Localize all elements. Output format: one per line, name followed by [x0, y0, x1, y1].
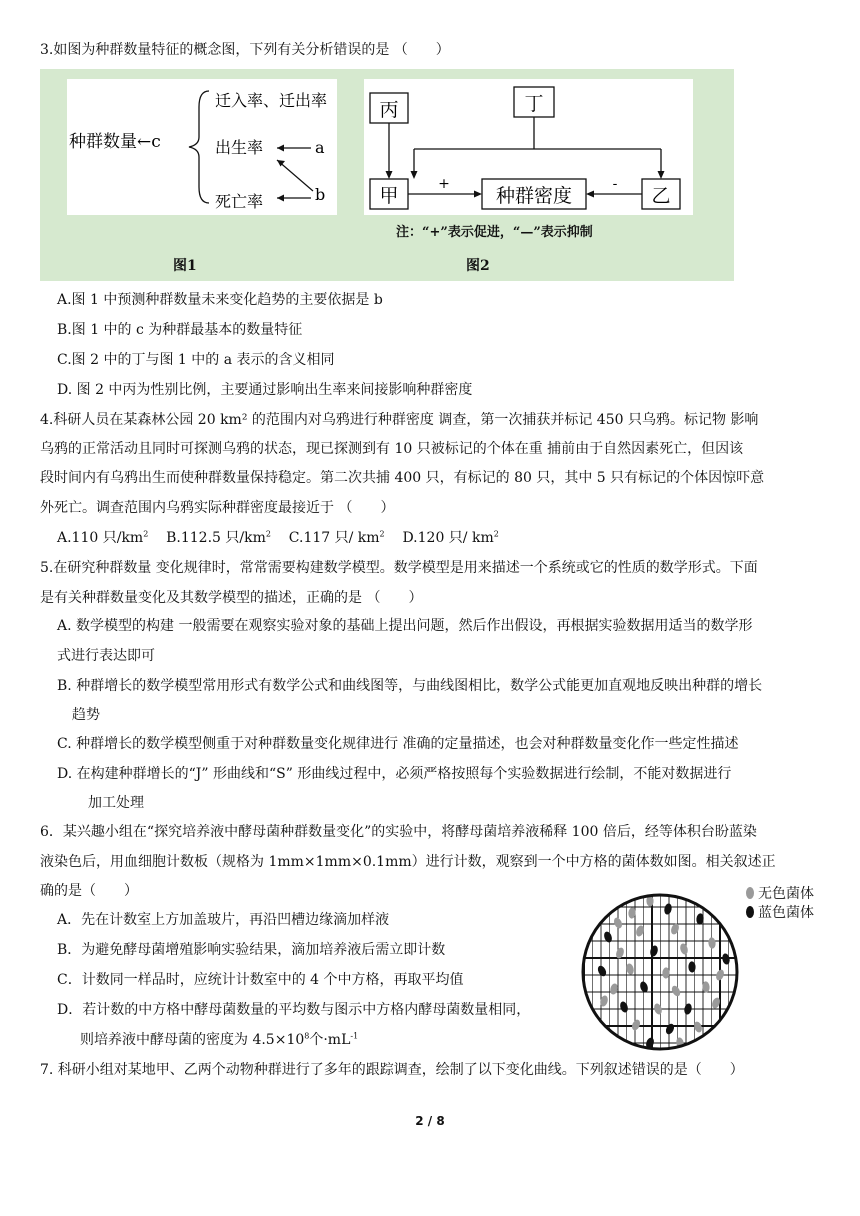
clear-yeast-cell: [612, 916, 623, 929]
q5-option-a-2: 式进行表达即可: [57, 648, 155, 664]
fig1-item-death: 死亡率: [215, 192, 264, 211]
blue-yeast-cell: [683, 1003, 692, 1015]
arrowhead-yi-density: [586, 191, 594, 198]
q5-option-d-2: 加工处理: [88, 795, 144, 811]
hemocytometer-grid: [580, 883, 740, 1061]
blue-yeast-cell: [663, 903, 672, 915]
grid-lines: [580, 883, 740, 1061]
figure-1-svg: [67, 79, 337, 215]
arrowhead-b: [277, 195, 284, 202]
q5-line-2: 是有关种群数量变化及其数学模型的描述，正确的是 （ ）: [40, 590, 423, 606]
q6-option-c: C．计数同一样品时，应统计计数室中的 4 个中方格，再取平均值: [57, 972, 464, 988]
blue-yeast-cell: [664, 1022, 675, 1035]
q4-line-2: 乌鸦的正常活动且同时可探测乌鸦的状态，现已探测到有 10 只被标记的个体在重 捕前由于自然因素死亡，但因该: [40, 441, 744, 457]
arrow-b-to-birth: [277, 160, 313, 191]
q3-option-a: A.图 1 中预测种群数量未来变化趋势的主要依据是 b: [57, 292, 383, 308]
q4-line-4: 外死亡。调查范围内乌鸦实际种群密度最接近于 （ ）: [40, 500, 395, 516]
q4-option-a: A.110 只$/km^2$: [57, 529, 149, 546]
brace-shape: [189, 91, 209, 203]
fig1-label-a: a: [315, 138, 325, 157]
q5-option-b-1: B. 种群增长的数学模型常用形式有数学公式和曲线图等，与曲线图相比，数学公式能更加直观地反映出种群的增长: [57, 678, 763, 694]
arrowhead-bing-jia: [386, 171, 393, 179]
q3-option-b: B.图 1 中的 c 为种群最基本的数量特征: [57, 322, 303, 338]
figure-2: [364, 79, 693, 215]
fig2-ding: 丁: [524, 93, 544, 115]
blue-yeast-cell: [619, 1001, 629, 1014]
q4-option-c: C.117 只/ $km^2$: [288, 529, 385, 546]
q6-line-2: 液染色后，用血细胞计数板（规格为 1mm×1mm×0.1mm）进行计数，观察到一个中方格的菌体数如图。相关叙述正: [40, 854, 776, 870]
q7-line-1: 7. 科研小组对某地甲、乙两个动物种群进行了多年的跟踪调查，绘制了以下变化曲线。下列叙述错误的是（ ）: [40, 1062, 744, 1078]
fig1-item-migration: 迁入率、迁出率: [215, 91, 328, 110]
arrowhead-jia-density: [474, 191, 482, 198]
q3-option-c: C.图 2 中的丁与图 1 中的 a 表示的含义相同: [57, 352, 335, 368]
q6-line-3: 确的是（ ）: [40, 883, 138, 899]
arrowhead-ding-jia: [411, 171, 418, 179]
blue-yeast-cell: [721, 953, 730, 965]
q3-stem: 3.如图为种群数量特征的概念图，下列有关分析错误的是 （ ）: [40, 42, 450, 58]
q5-line-1: 5.在研究种群数量 变化规律时，常常需要构建数学模型。数学模型是用来描述一个系统或它的性质的数学形式。下面: [40, 560, 758, 576]
q5-option-c: C. 种群增长的数学模型侧重于对种群数量变化规律进行 准确的定量描述，也会对种群数量变化作一些定性描述: [57, 736, 739, 752]
q3-figure-panel: [40, 69, 734, 281]
page-number: 2 / 8: [415, 1114, 445, 1128]
q4-option-b: B.112.5 只$/km^2$: [166, 529, 271, 546]
q5-option-d-1: D. 在构建种群增长的“J” 形曲线和“S” 形曲线过程中，必须严格按照每个实验数据进行绘制，不能对数据进行: [57, 766, 732, 782]
fig2-plus: +: [438, 176, 450, 192]
clear-yeast-cell: [653, 1003, 663, 1016]
blue-yeast-cell: [649, 945, 659, 958]
clear-yeast-cell: [679, 943, 689, 956]
q4-line-1: 4.科研人员在某森林公园 20 km² 的范围内对乌鸦进行种群密度 调查，第一次捕获并标记 450 只乌鸦。标记物 影响: [40, 412, 759, 428]
fig2-minus: -: [612, 176, 618, 192]
fig1-caption: 图1: [173, 258, 197, 274]
clear-yeast-cell: [609, 983, 619, 996]
q5-option-b-2: 趋势: [72, 707, 100, 723]
fig2-caption: 图2: [466, 258, 490, 274]
figure-1: [67, 79, 337, 215]
q4-options: [57, 528, 499, 548]
q6-line-1: 6．某兴趣小组在“探究培养液中酵母菌种群数量变化”的实验中，将酵母菌培养液稀释 100 倍后，经等体积台盼蓝染: [40, 824, 757, 840]
legend-blue: 蓝色菌体: [746, 902, 814, 922]
blue-yeast-cell: [639, 981, 649, 994]
q3-option-d: D. 图 2 中丙为性别比例，主要通过影响出生率来间接影响种群密度: [57, 382, 473, 398]
fig2-note: 注：“+”表示促进，“—”表示抑制: [396, 225, 593, 240]
fig1-label-b: b: [315, 185, 326, 204]
clear-yeast-cell: [708, 937, 716, 949]
q6-option-b: B．为避免酵母菌增殖影响实验结果，滴加培养液后需立即计数: [57, 942, 446, 958]
q5-option-a-1: A. 数学模型的构建 一般需要在观察实验对象的基础上提出问题，然后作出假设，再根据实验数据用适当的数学形: [57, 618, 753, 634]
arrowhead-ding-yi: [658, 171, 665, 179]
fig2-yi: 乙: [651, 185, 671, 207]
q6-option-d-1: D．若计数的中方格中酵母菌数量的平均数与图示中方格内酵母菌数量相同，: [57, 1002, 531, 1018]
blue-yeast-cell: [603, 931, 614, 944]
clear-yeast-cell: [599, 995, 609, 1008]
fig1-item-birth: 出生率: [215, 138, 264, 157]
fig2-bing: 丙: [379, 99, 399, 121]
q6-option-a: A．先在计数室上方加盖玻片，再沿凹槽边缘滴加样液: [57, 912, 390, 928]
q4-line-3: 段时间内有乌鸦出生而使种群数量保持稳定。第二次共捕 400 只，有标记的 80 只，其中 5 只有标记的个体因惊吓意: [40, 470, 765, 486]
clear-cell-icon: [746, 887, 754, 899]
blue-yeast-cell: [596, 964, 608, 977]
figure-2-svg: [364, 79, 693, 215]
blue-cell-icon: [746, 906, 754, 918]
fig2-density: 种群密度: [495, 185, 573, 207]
q6-option-d-2: 则培养液中酵母菌的密度为 $4.5\times 10^8$个$\cdot mL^{-1}$: [80, 1031, 359, 1048]
fig1-main-label: 种群数量←c: [69, 132, 161, 152]
legend-clear: 无色菌体: [746, 883, 814, 903]
fig2-jia: 甲: [379, 185, 399, 207]
clear-yeast-cell: [670, 984, 682, 997]
q4-option-d: D.120 只/ $km^2$: [402, 529, 499, 546]
arrowhead-a: [277, 145, 284, 152]
